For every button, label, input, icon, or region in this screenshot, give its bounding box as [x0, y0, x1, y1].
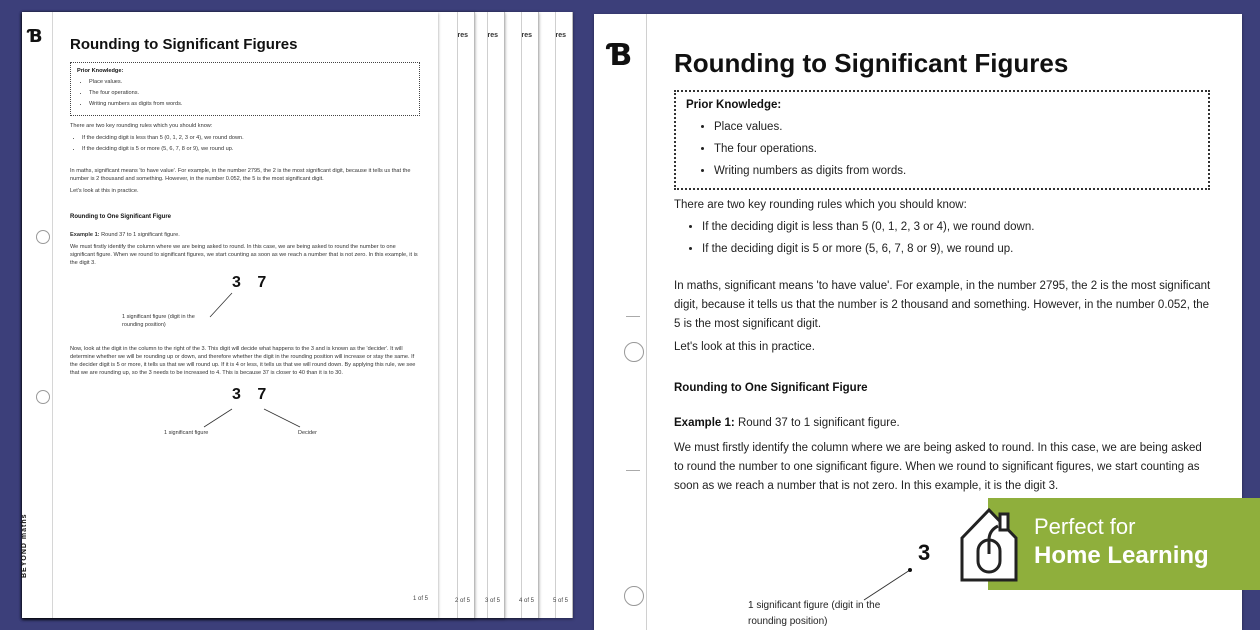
- list-item: • The four operations.: [714, 140, 1198, 159]
- beyond-logo-icon: Ɓ: [608, 38, 633, 73]
- paragraph: We must firstly identify the column where we are being asked to round. In this case, we are being asked to round the number to one significant figure. When we round to significant figures, we start counting as soon as we reach a number that is not zero. In this example, it is the digit 3.: [70, 244, 418, 266]
- paragraph: Now, look at the digit in the column to the right of the 3. This digit will decide what happens to the 3 and is known as the 'decider'. It will determine whether we will be rounding up or down, and therefore whether the digit in the rounding position will increase or stay the same. If the decider digit is 5 or more, it tells us that we will round up. If it is 4 or less, it tells us that we will round down. By applying this rule, we see that we are rounding up, so the 3 needs to be increased to 4. This is because 37 is closer to 40 than it is to 30.: [70, 346, 416, 376]
- page-title: Rounding to Significant Figures: [674, 48, 1069, 78]
- back-page-strip: res: [521, 32, 532, 39]
- prior-knowledge-box: [674, 90, 1210, 190]
- binder-hole: [36, 390, 50, 404]
- prior-knowledge-label: Prior Knowledge:: [686, 99, 782, 111]
- diagram-caption: 1 significant figure (digit in the rounding position): [122, 314, 195, 328]
- example-label: Example 1:: [674, 417, 735, 429]
- page-number: 4 of 5: [518, 598, 534, 604]
- beyond-logo-icon: Ɓ: [28, 26, 43, 47]
- margin-tick: [626, 470, 640, 471]
- number-display: 3 7: [232, 274, 273, 291]
- number-diagram: [70, 381, 420, 441]
- rule-item: • If the deciding digit is less than 5 (0, 1, 2, 3 or 4), we round down.: [82, 134, 420, 142]
- section-heading: Rounding to One Significant Figure: [70, 214, 171, 220]
- example-text: Round 37 to 1 significant figure.: [737, 417, 900, 429]
- number-diagram: [70, 271, 420, 341]
- example-text: Round 37 to 1 significant figure.: [101, 232, 180, 238]
- prior-knowledge-box: [70, 62, 420, 116]
- paragraph: Let's look at this in practice.: [674, 341, 815, 353]
- list-item: • Place values.: [89, 78, 413, 86]
- paragraph: Let's look at this in practice.: [70, 188, 139, 194]
- right-page-content: [674, 48, 1214, 496]
- brand-label: BEYOND maths: [21, 513, 28, 578]
- badge-line-2: Home Learning: [1034, 542, 1209, 569]
- list-item: • The four operations.: [89, 89, 413, 97]
- page-number: 2 of 5: [454, 598, 470, 604]
- rule-item: • If the deciding digit is 5 or more (5, 6, 7, 8 or 9), we round up.: [82, 145, 420, 153]
- list-item: • Writing numbers as digits from words.: [89, 100, 413, 108]
- rule-item: • If the deciding digit is 5 or more (5, 6, 7, 8 or 9), we round up.: [702, 240, 1214, 259]
- binder-hole: [624, 342, 644, 362]
- page-margin-line: [52, 12, 53, 618]
- page-number: 1 of 5: [412, 596, 428, 602]
- section-heading: Rounding to One Significant Figure: [674, 382, 868, 394]
- paragraph: We must firstly identify the column where we are being asked to round. In this case, we are being asked to round the number to one significant figure. When we round to significant figures, we start counting as soon as we reach a number that is not zero. In this example, it is the digit 3.: [674, 442, 1202, 492]
- diagram-caption: 1 significant figure: [164, 430, 209, 436]
- binder-hole: [624, 586, 644, 606]
- page-title: Rounding to Significant Figures: [70, 36, 298, 53]
- example-label: Example 1:: [70, 232, 100, 238]
- diagram-caption: 1 significant figure (digit in the rounding position): [748, 600, 881, 627]
- left-worksheet-page: [22, 12, 438, 618]
- page-number: 3 of 5: [484, 598, 500, 604]
- diagram-caption: Decider: [298, 430, 317, 436]
- back-page-strip: res: [457, 32, 468, 39]
- back-page-strip: res: [555, 32, 566, 39]
- prior-knowledge-label: Prior Knowledge:: [77, 68, 124, 74]
- page-edge-line: [487, 12, 488, 618]
- intro-text: There are two key rounding rules which you should know:: [674, 199, 967, 211]
- page-margin-line: [646, 14, 647, 630]
- badge-line-1: Perfect for: [1034, 514, 1136, 539]
- house-mouse-icon: [954, 500, 1024, 586]
- back-page-strip: res: [487, 32, 498, 39]
- page-edge-line: [521, 12, 522, 618]
- page-edge-line: [457, 12, 458, 618]
- rule-item: • If the deciding digit is less than 5 (0, 1, 2, 3 or 4), we round down.: [702, 218, 1214, 237]
- left-page-content: [70, 34, 420, 441]
- binder-hole: [36, 230, 50, 244]
- list-item: • Place values.: [714, 118, 1198, 137]
- home-learning-badge: [988, 498, 1260, 590]
- page-edge-line: [555, 12, 556, 618]
- number-display: 3: [918, 540, 931, 565]
- margin-tick: [626, 316, 640, 317]
- intro-text: There are two key rounding rules which you should know:: [70, 123, 213, 129]
- list-item: • Writing numbers as digits from words.: [714, 162, 1198, 181]
- paragraph: In maths, significant means 'to have value'. For example, in the number 2795, the 2 is the most significant digit, because it tells us that the number is 2 thousand and something. However, in the number 0.052, the 5 is the most significant digit.: [674, 280, 1211, 330]
- number-display: 3 7: [232, 386, 273, 403]
- page-number: 5 of 5: [552, 598, 568, 604]
- paragraph: In maths, significant means 'to have value'. For example, in the number 2795, the 2 is the most significant digit, because it tells us that the number is 2 thousand and something. However, in the number 0.052, the 5 is the most significant digit.: [70, 168, 411, 182]
